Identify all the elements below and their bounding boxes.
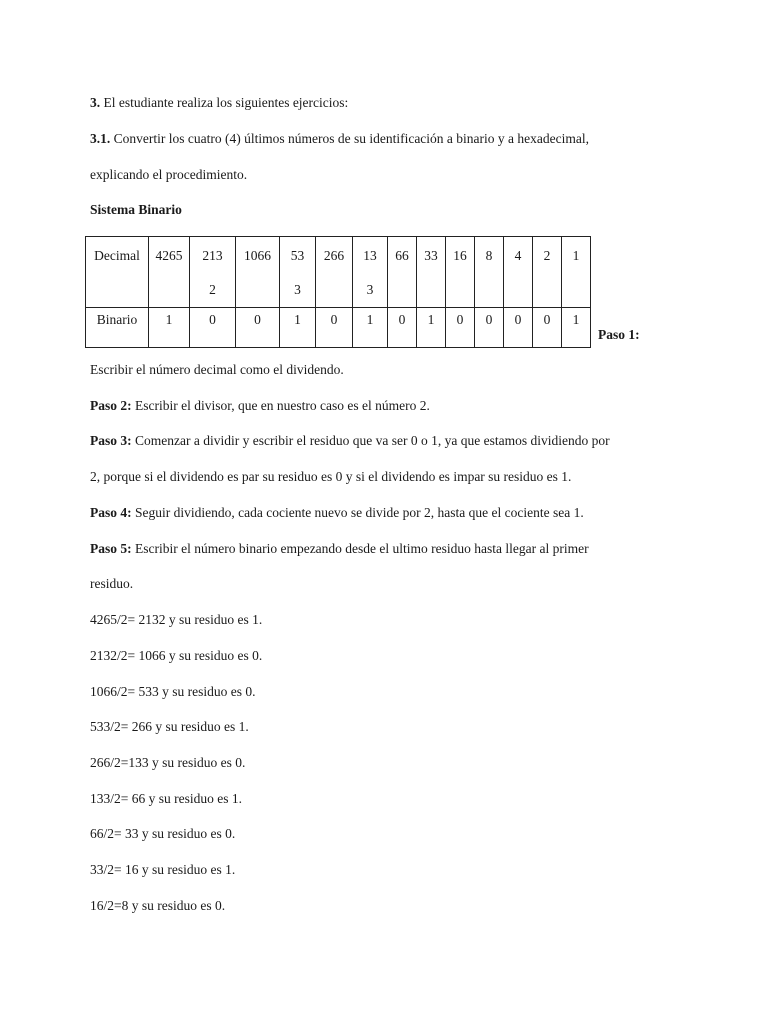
division-line: 33/2= 16 y su residuo es 1.: [90, 862, 236, 877]
step-3-continuation: 2, porque si el dividendo es par su residuo es 0 y si el dividendo es impar su residuo es 1.: [90, 469, 572, 484]
step-text: Escribir el divisor, que en nuestro caso es el número 2.: [131, 398, 430, 413]
step-label: Paso 4:: [90, 505, 132, 520]
step-text: Seguir dividiendo, cada cociente nuevo se divide por 2, hasta que el cociente sea 1.: [131, 505, 584, 520]
step-5-continuation: residuo.: [90, 576, 134, 591]
exercise-heading-text: El estudiante realiza los siguientes ejercicios:: [100, 95, 349, 110]
row-label-binary: Binario: [86, 308, 149, 348]
decimal-cell: 8: [475, 237, 504, 308]
division-line: 2132/2= 1066 y su residuo es 0.: [90, 648, 263, 663]
row-label-decimal: Decimal: [86, 237, 149, 308]
division-line: 266/2=133 y su residuo es 0.: [90, 755, 246, 770]
decimal-cell: 4: [504, 237, 533, 308]
step-5: [90, 541, 589, 557]
division-line: 133/2= 66 y su residuo es 1.: [90, 791, 242, 806]
decimal-cell: 33: [417, 237, 446, 308]
step-4: [90, 505, 584, 521]
subexercise-number: 3.1.: [90, 131, 111, 146]
decimal-cell: 66: [388, 237, 417, 308]
decimal-cell: 1066: [236, 237, 280, 308]
binary-cell: 1: [353, 308, 388, 348]
step-label: Paso 3:: [90, 433, 132, 448]
division-line: 66/2= 33 y su residuo es 0.: [90, 826, 236, 841]
step-text: Escribir el número binario empezando desde el ultimo residuo hasta llegar al primer: [131, 541, 589, 556]
binary-cell: 1: [562, 308, 591, 348]
binary-cell: 0: [388, 308, 417, 348]
step-label: Paso 5:: [90, 541, 132, 556]
division-line: 4265/2= 2132 y su residuo es 1.: [90, 612, 263, 627]
binary-cell: 0: [475, 308, 504, 348]
division-line: 16/2=8 y su residuo es 0.: [90, 898, 226, 913]
decimal-cell: 2: [533, 237, 562, 308]
binary-cell: 0: [190, 308, 236, 348]
paso1-label: Paso 1:: [598, 327, 640, 342]
binary-table: [85, 236, 591, 348]
step-text: Comenzar a dividir y escribir el residuo que va ser 0 o 1, ya que estamos dividiendo por: [131, 433, 610, 448]
step-3: [90, 433, 610, 449]
subexercise-heading: [90, 131, 589, 147]
division-line: 1066/2= 533 y su residuo es 0.: [90, 684, 256, 699]
exercise-number: 3.: [90, 95, 101, 110]
binary-cell: 1: [149, 308, 190, 348]
step-2: [90, 398, 430, 414]
binary-cell: 1: [280, 308, 316, 348]
step-label: Paso 2:: [90, 398, 132, 413]
binary-cell: 1: [417, 308, 446, 348]
binary-row: [86, 308, 591, 348]
exercise-heading: [90, 95, 348, 111]
decimal-cell: 16: [446, 237, 475, 308]
section-title: Sistema Binario: [90, 202, 182, 217]
decimal-cell: 53 3: [280, 237, 316, 308]
decimal-cell: 213 2: [190, 237, 236, 308]
paso1-text: Escribir el número decimal como el dividendo.: [90, 362, 344, 377]
binary-cell: 0: [504, 308, 533, 348]
binary-cell: 0: [533, 308, 562, 348]
subexercise-text: Convertir los cuatro (4) últimos números de su identificación a binario y a hexadecimal,: [110, 131, 589, 146]
decimal-cell: 13 3: [353, 237, 388, 308]
binary-cell: 0: [236, 308, 280, 348]
decimal-cell: 266: [316, 237, 353, 308]
binary-cell: 0: [446, 308, 475, 348]
decimal-row: [86, 237, 591, 308]
binary-cell: 0: [316, 308, 353, 348]
subexercise-continuation: explicando el procedimiento.: [90, 167, 248, 182]
decimal-cell: 4265: [149, 237, 190, 308]
decimal-cell: 1: [562, 237, 591, 308]
division-line: 533/2= 266 y su residuo es 1.: [90, 719, 249, 734]
